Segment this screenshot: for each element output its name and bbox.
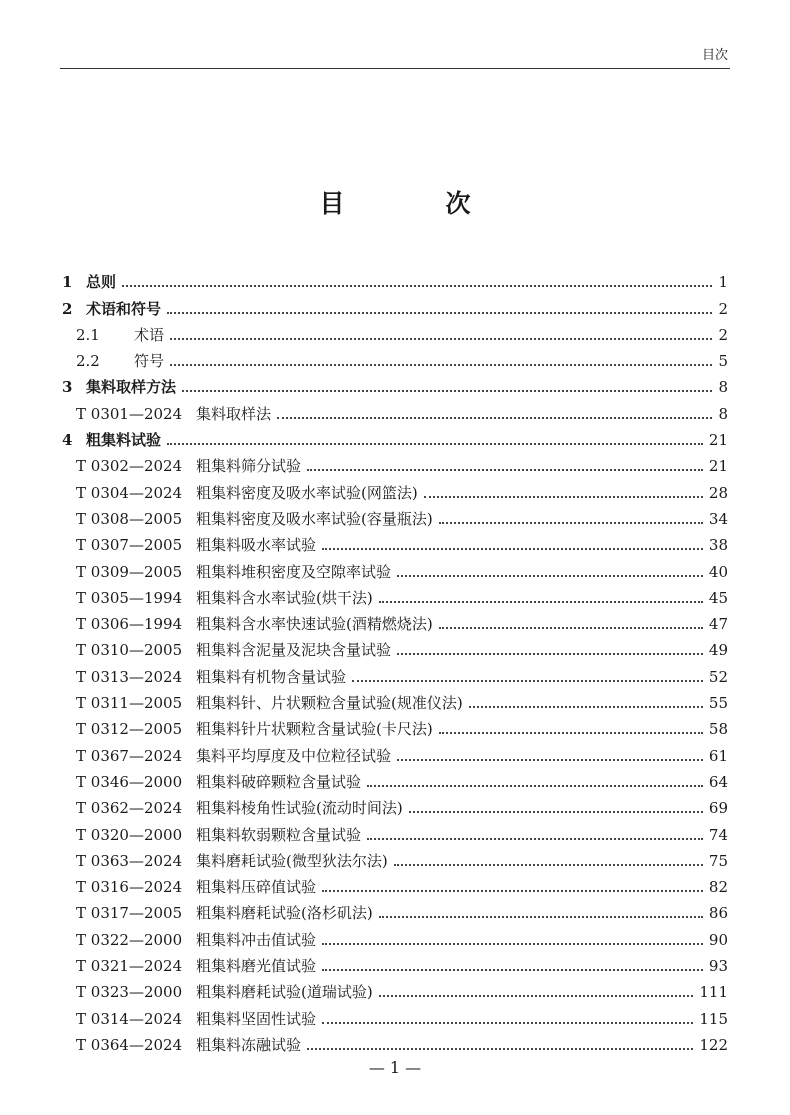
toc-entry-page: 34 [708, 509, 728, 528]
toc-entry[interactable] [62, 266, 728, 292]
dot-leader [397, 653, 703, 655]
toc-entry-number: T 0306—1994 [76, 615, 183, 634]
toc-entry-title: 粗集料磨耗试验(洛杉矶法) [196, 904, 373, 923]
toc-entry-title: 粗集料堆积密度及空隙率试验 [196, 562, 392, 581]
toc-entry[interactable] [62, 319, 728, 345]
dot-leader [322, 969, 703, 971]
toc-entry-title: 粗集料含泥量及泥块含量试验 [196, 641, 392, 660]
toc-entry-number: T 0304—2024 [76, 483, 183, 502]
dot-leader [397, 759, 703, 761]
toc-entry[interactable] [62, 766, 728, 792]
toc-entry-page: 69 [708, 799, 728, 818]
toc-entry-number: T 0301—2024 [76, 404, 183, 423]
dot-leader [322, 943, 703, 945]
toc-entry-title: 符号 [134, 352, 165, 371]
toc-entry-number: 2.2 [76, 352, 100, 371]
toc-entry-title: 术语和符号 [86, 299, 162, 318]
toc-entry-number: T 0323—2000 [76, 983, 183, 1002]
toc-entry-number: T 0346—2000 [76, 772, 183, 791]
toc-entry-page: 82 [708, 878, 728, 897]
toc-entry[interactable] [62, 476, 728, 502]
toc-entry-page: 45 [708, 588, 728, 607]
toc-entry-page: 61 [708, 746, 728, 765]
toc-entry-title: 粗集料试验 [86, 431, 162, 450]
dot-leader [322, 548, 703, 550]
toc-entry-title: 粗集料含水率试验(烘干法) [196, 588, 373, 607]
dot-leader [170, 338, 712, 340]
toc-entry-title: 粗集料磨光值试验 [196, 957, 317, 976]
dot-leader [307, 1048, 693, 1050]
toc-entry-title: 粗集料破碎颗粒含量试验 [196, 772, 362, 791]
toc-entry-number: T 0316—2024 [76, 878, 183, 897]
dot-leader [439, 522, 703, 524]
toc-entry-title: 粗集料针片状颗粒含量试验(卡尺法) [196, 720, 433, 739]
toc-entry-number: T 0314—2024 [76, 1009, 183, 1028]
dot-leader [367, 838, 703, 840]
toc-entry[interactable] [62, 660, 728, 686]
toc-entry-number: T 0302—2024 [76, 457, 183, 476]
dot-leader [322, 890, 703, 892]
toc-entry[interactable] [62, 345, 728, 371]
toc-entry-page: 40 [708, 562, 728, 581]
toc-entry[interactable] [62, 529, 728, 555]
dot-leader [439, 627, 703, 629]
toc-entry[interactable] [62, 923, 728, 949]
toc-entry-title: 总则 [86, 273, 117, 292]
dot-leader [277, 417, 712, 419]
dot-leader [379, 995, 694, 997]
toc-entry[interactable] [62, 713, 728, 739]
toc-entry[interactable] [62, 792, 728, 818]
toc-entry-number: T 0310—2005 [76, 641, 183, 660]
dot-leader [352, 680, 703, 682]
toc-entry[interactable] [62, 582, 728, 608]
toc-entry[interactable] [62, 818, 728, 844]
toc-entry-number: T 0321—2024 [76, 957, 183, 976]
dot-leader [469, 706, 703, 708]
toc-entry-number: T 0320—2000 [76, 825, 183, 844]
toc-entry-page: 8 [718, 404, 728, 423]
dot-leader [367, 785, 703, 787]
dot-leader [397, 575, 703, 577]
toc-entry-title: 粗集料磨耗试验(道瑞试验) [196, 983, 373, 1002]
toc-entry-title: 粗集料冲击值试验 [196, 930, 317, 949]
toc-entry[interactable] [62, 976, 728, 1002]
toc-entry[interactable] [62, 292, 728, 318]
toc-entry-page: 74 [708, 825, 728, 844]
toc-entry-page: 2 [718, 299, 728, 318]
toc-entry-title: 粗集料有机物含量试验 [196, 667, 347, 686]
toc-entry-page: 5 [718, 352, 728, 371]
toc-entry-page: 2 [718, 325, 728, 344]
dot-leader [394, 864, 703, 866]
toc-entry-number: T 0313—2024 [76, 667, 183, 686]
dot-leader [170, 364, 712, 366]
toc-entry-page: 38 [708, 536, 728, 555]
table-of-contents [62, 266, 728, 1055]
toc-entry-page: 64 [708, 772, 728, 791]
toc-entry-title: 粗集料针、片状颗粒含量试验(规准仪法) [196, 694, 463, 713]
toc-entry-number: 1 [62, 273, 73, 292]
toc-entry-title: 粗集料压碎值试验 [196, 878, 317, 897]
toc-entry-page: 115 [699, 1009, 728, 1028]
toc-entry-page: 58 [708, 720, 728, 739]
toc-entry[interactable] [62, 424, 728, 450]
toc-entry-number: 2 [62, 299, 73, 318]
toc-entry-number: 2.1 [76, 325, 100, 344]
dot-leader [379, 916, 703, 918]
toc-entry-number: T 0363—2024 [76, 851, 183, 870]
toc-entry-title: 粗集料棱角性试验(流动时间法) [196, 799, 403, 818]
toc-entry-page: 90 [708, 930, 728, 949]
dot-leader [122, 285, 712, 287]
toc-entry-page: 21 [708, 431, 728, 450]
toc-entry-title: 粗集料软弱颗粒含量试验 [196, 825, 362, 844]
toc-entry[interactable] [62, 634, 728, 660]
toc-entry-title: 粗集料吸水率试验 [196, 536, 317, 555]
toc-entry-number: T 0322—2000 [76, 930, 183, 949]
toc-entry-title: 粗集料筛分试验 [196, 457, 302, 476]
toc-entry-page: 28 [708, 483, 728, 502]
toc-entry-number: T 0305—1994 [76, 588, 183, 607]
toc-entry-page: 52 [708, 667, 728, 686]
toc-entry-title: 集料取样法 [196, 404, 272, 423]
toc-entry-page: 1 [718, 273, 728, 292]
toc-entry-page: 49 [708, 641, 728, 660]
toc-entry-page: 47 [708, 615, 728, 634]
toc-entry[interactable] [62, 845, 728, 871]
toc-entry-title: 粗集料含水率快速试验(酒精燃烧法) [196, 615, 433, 634]
toc-entry-number: T 0307—2005 [76, 536, 183, 555]
header-rule [60, 68, 730, 69]
toc-entry[interactable] [62, 1029, 728, 1055]
toc-entry-title: 粗集料密度及吸水率试验(网篮法) [196, 483, 418, 502]
toc-entry[interactable] [62, 503, 728, 529]
dot-leader [167, 312, 712, 314]
toc-entry-page: 111 [699, 983, 728, 1002]
toc-entry-title: 集料磨耗试验(微型狄法尔法) [196, 851, 388, 870]
toc-entry[interactable] [62, 871, 728, 897]
running-head: 目次 [701, 48, 728, 63]
toc-entry-number: T 0317—2005 [76, 904, 183, 923]
toc-entry-number: T 0362—2024 [76, 799, 183, 818]
toc-entry-number: T 0308—2005 [76, 509, 183, 528]
dot-leader [409, 811, 703, 813]
toc-entry-title: 术语 [134, 325, 165, 344]
dot-leader [424, 496, 703, 498]
toc-entry[interactable] [62, 371, 728, 397]
toc-entry-number: T 0312—2005 [76, 720, 183, 739]
dot-leader [307, 469, 703, 471]
toc-entry-page: 93 [708, 957, 728, 976]
toc-entry-title: 集料平均厚度及中位粒径试验 [196, 746, 392, 765]
toc-entry-page: 86 [708, 904, 728, 923]
toc-entry-page: 8 [718, 378, 728, 397]
toc-entry-title: 粗集料密度及吸水率试验(容量瓶法) [196, 509, 433, 528]
toc-entry-number: T 0364—2024 [76, 1035, 183, 1054]
toc-entry-title: 粗集料冻融试验 [196, 1035, 302, 1054]
toc-entry[interactable] [62, 1002, 728, 1028]
toc-entry[interactable] [62, 555, 728, 581]
toc-entry-page: 55 [708, 694, 728, 713]
page-title: 目 次 [319, 189, 509, 218]
dot-leader [182, 390, 712, 392]
toc-entry-page: 21 [708, 457, 728, 476]
toc-entry[interactable] [62, 739, 728, 765]
toc-entry-number: 3 [62, 378, 73, 397]
toc-entry-number: T 0309—2005 [76, 562, 183, 581]
toc-entry-number: T 0311—2005 [76, 694, 183, 713]
dot-leader [439, 732, 703, 734]
page-number: — 1 — [368, 1058, 422, 1077]
toc-entry[interactable] [62, 450, 728, 476]
toc-entry[interactable] [62, 608, 728, 634]
toc-entry[interactable] [62, 687, 728, 713]
toc-entry-title: 集料取样方法 [86, 378, 177, 397]
dot-leader [167, 443, 703, 445]
dot-leader [379, 601, 703, 603]
toc-entry-title: 粗集料坚固性试验 [196, 1009, 317, 1028]
toc-entry-page: 75 [708, 851, 728, 870]
toc-entry-number: 4 [62, 431, 73, 450]
toc-entry[interactable] [62, 897, 728, 923]
toc-entry-number: T 0367—2024 [76, 746, 183, 765]
toc-entry[interactable] [62, 397, 728, 423]
toc-entry[interactable] [62, 950, 728, 976]
toc-entry-page: 122 [699, 1035, 728, 1054]
dot-leader [322, 1022, 693, 1024]
